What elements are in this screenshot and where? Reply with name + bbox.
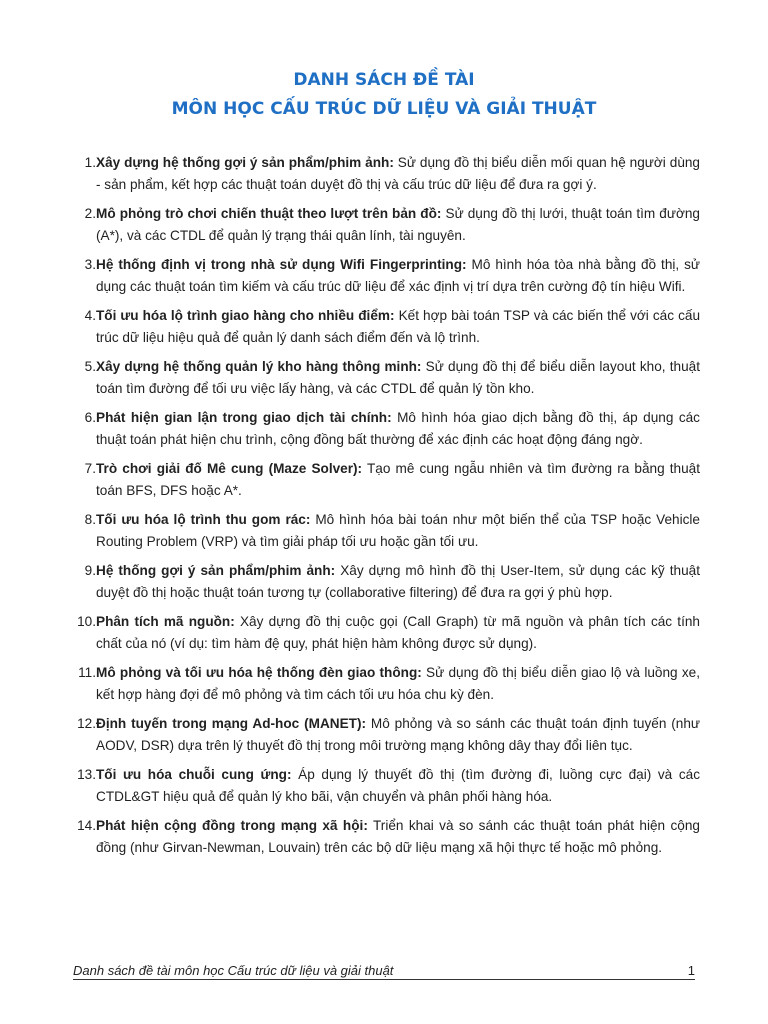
- topic-description: Mô hình hóa bài toán như một biến thể của TSP hoặc Vehicle Routing Problem (VRP) và tìm giải pháp tối ưu hoặc gần tối ưu.: [96, 512, 700, 549]
- topic-item: [68, 764, 700, 807]
- topic-number: 2.: [84, 206, 96, 221]
- topic-number: 14.: [77, 818, 96, 833]
- document-subtitle: MÔN HỌC CẤU TRÚC DỮ LIỆU VÀ GIẢI THUẬT: [171, 99, 597, 119]
- topic-title: Phân tích mã nguồn:: [96, 614, 235, 629]
- topic-item: [68, 815, 700, 858]
- page-number: 1: [687, 963, 695, 978]
- topic-number: 1.: [84, 155, 96, 170]
- topic-item: [68, 662, 700, 705]
- topic-title: Tối ưu hóa lộ trình giao hàng cho nhiều điểm:: [96, 308, 395, 323]
- topic-number: 8.: [84, 512, 96, 527]
- topic-description: Mô hình hóa giao dịch bằng đồ thị, áp dụng các thuật toán phát hiện chu trình, cộng đồng bất thường để xác định các hoạt động đáng ngờ.: [96, 410, 700, 447]
- topic-body: [96, 356, 700, 399]
- topic-description: Xây dựng đồ thị cuộc gọi (Call Graph) từ mã nguồn và phân tích các tính chất của nó (ví dụ: tìm hàm đệ quy, phát hiện hàm không được sử dụng).: [96, 614, 700, 651]
- topic-body: [96, 713, 700, 756]
- topic-description: Sử dụng đồ thị biểu diễn mối quan hệ người dùng - sản phẩm, kết hợp các thuật toán duyệt đồ thị và cấu trúc dữ liệu để đưa ra gợi ý.: [96, 155, 700, 192]
- topic-item: [68, 407, 700, 450]
- topic-number: 5.: [84, 359, 96, 374]
- topic-title: Tối ưu hóa lộ trình thu gom rác:: [96, 512, 311, 527]
- topic-description: Sử dụng đồ thị biểu diễn giao lộ và luồng xe, kết hợp hàng đợi để mô phỏng và tìm cách tối ưu hóa chu kỳ đèn.: [96, 665, 700, 702]
- topic-body: [96, 407, 700, 450]
- topic-title: Mô phỏng và tối ưu hóa hệ thống đèn giao thông:: [96, 665, 422, 680]
- document-title: DANH SÁCH ĐỀ TÀI: [293, 70, 475, 90]
- topic-body: [96, 203, 700, 246]
- topic-number: 7.: [84, 461, 96, 476]
- topic-body: [96, 815, 700, 858]
- topic-body: [96, 458, 700, 501]
- topic-title: Tối ưu hóa chuỗi cung ứng:: [96, 767, 292, 782]
- topic-item: [68, 560, 700, 603]
- topic-body: [96, 254, 700, 297]
- page-footer: [73, 960, 695, 980]
- topic-item: [68, 152, 700, 195]
- topic-item: [68, 509, 700, 552]
- topic-body: [96, 662, 700, 705]
- topic-description: Triển khai và so sánh các thuật toán phát hiện cộng đồng (như Girvan-Newman, Louvain) trên các bộ dữ liệu mạng xã hội thực tế hoặc mô phỏng.: [96, 818, 700, 855]
- title-block: [0, 66, 768, 124]
- topic-number: 9.: [84, 563, 96, 578]
- topic-item: [68, 203, 700, 246]
- topic-body: [96, 152, 700, 195]
- topic-description: Mô hình hóa tòa nhà bằng đồ thị, sử dụng các thuật toán tìm kiếm và cấu trúc dữ liệu để xác định vị trí dựa trên cường độ tín hiệu Wifi.: [96, 257, 701, 294]
- topic-item: [68, 458, 700, 501]
- topic-description: Kết hợp bài toán TSP và các biến thể với các cấu trúc dữ liệu hiệu quả để quản lý danh sách điểm đến và lộ trình.: [96, 308, 700, 345]
- topic-title: Phát hiện gian lận trong giao dịch tài chính:: [96, 410, 392, 425]
- topic-number: 4.: [84, 308, 96, 323]
- topic-number: 10.: [77, 614, 96, 629]
- topic-list: [68, 152, 700, 866]
- topic-description: Tạo mê cung ngẫu nhiên và tìm đường ra bằng thuật toán BFS, DFS hoặc A*.: [96, 461, 700, 498]
- topic-description: Sử dụng đồ thị lưới, thuật toán tìm đường (A*), và các CTDL để quản lý trạng thái quân lính, tài nguyên.: [96, 206, 700, 243]
- topic-title: Xây dựng hệ thống quản lý kho hàng thông minh:: [96, 359, 422, 374]
- topic-description: Sử dụng đồ thị để biểu diễn layout kho, thuật toán tìm đường để tối ưu việc lấy hàng, và các CTDL để quản lý tồn kho.: [96, 359, 700, 396]
- topic-body: [96, 509, 700, 552]
- topic-item: [68, 305, 700, 348]
- topic-number: 13.: [77, 767, 96, 782]
- topic-title: Mô phỏng trò chơi chiến thuật theo lượt trên bản đồ:: [96, 206, 442, 221]
- topic-number: 6.: [84, 410, 96, 425]
- topic-description: Mô phỏng và so sánh các thuật toán định tuyến (như AODV, DSR) dựa trên lý thuyết đồ thị trong môi trường mạng không dây thay đổi liên tục.: [96, 716, 701, 753]
- topic-body: [96, 305, 700, 348]
- topic-number: 12.: [77, 716, 96, 731]
- topic-body: [96, 611, 700, 654]
- topic-number: 3.: [84, 257, 96, 272]
- topic-title: Hệ thống gợi ý sản phẩm/phim ảnh:: [96, 563, 336, 578]
- topic-title: Định tuyến trong mạng Ad-hoc (MANET):: [96, 716, 367, 731]
- topic-description: Xây dựng mô hình đồ thị User-Item, sử dụng các kỹ thuật duyệt đồ thị hoặc thuật toán tương tự (collaborative filtering) để đưa ra gợi ý phù hợp.: [96, 563, 700, 600]
- topic-description: Áp dụng lý thuyết đồ thị (tìm đường đi, luồng cực đại) và các CTDL&GT hiệu quả để quản lý kho bãi, vận chuyển và phân phối hàng hóa.: [96, 767, 700, 804]
- topic-item: [68, 356, 700, 399]
- topic-item: [68, 713, 700, 756]
- topic-title: Hệ thống định vị trong nhà sử dụng Wifi Fingerprinting:: [96, 257, 467, 272]
- topic-item: [68, 254, 700, 297]
- topic-body: [96, 560, 700, 603]
- topic-title: Phát hiện cộng đồng trong mạng xã hội:: [96, 818, 368, 833]
- topic-number: 11.: [78, 665, 96, 680]
- footer-text: Danh sách đề tài môn học Cấu trúc dữ liệu và giải thuật: [73, 963, 394, 978]
- topic-title: Trò chơi giải đố Mê cung (Maze Solver):: [96, 461, 363, 476]
- topic-title: Xây dựng hệ thống gợi ý sản phẩm/phim ảnh:: [96, 155, 394, 170]
- topic-body: [96, 764, 700, 807]
- topic-item: [68, 611, 700, 654]
